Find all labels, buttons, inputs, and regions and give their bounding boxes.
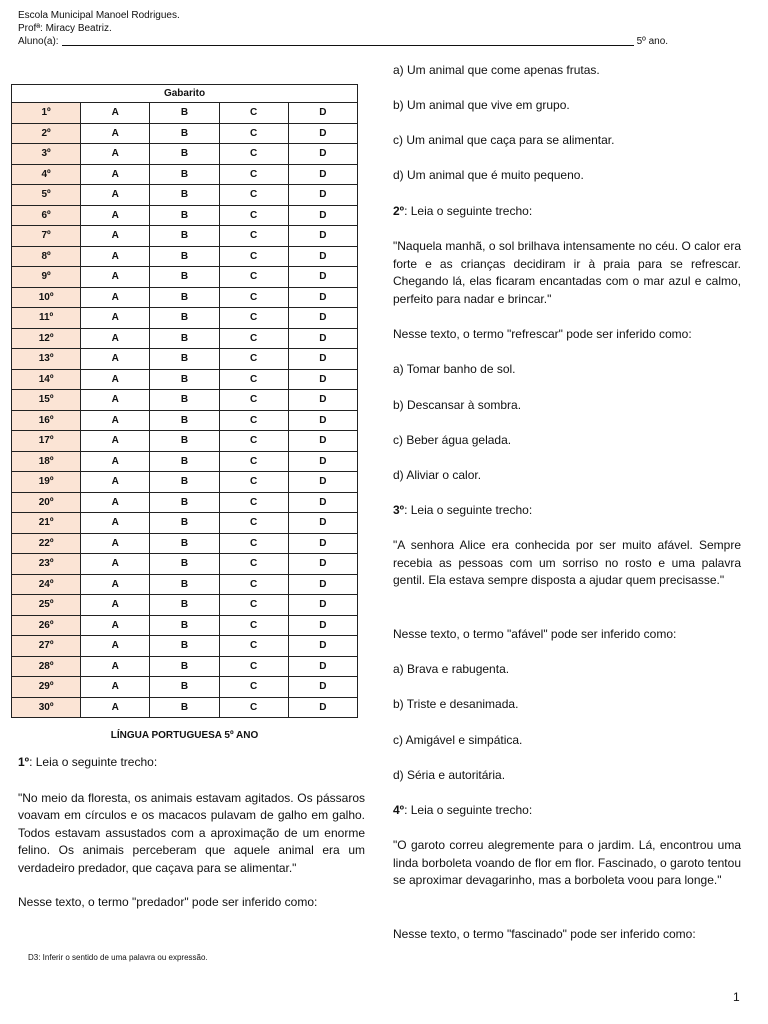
question-1-prompt: Nesse texto, o termo "predador" pode ser inferido como: bbox=[18, 895, 318, 909]
answer-option-b[interactable]: B bbox=[150, 226, 219, 247]
answer-option-b[interactable]: B bbox=[150, 123, 219, 144]
answer-option-c[interactable]: C bbox=[219, 492, 288, 513]
answer-option-a[interactable]: A bbox=[81, 431, 150, 452]
answer-option-a[interactable]: A bbox=[81, 226, 150, 247]
question-number-cell: 30º bbox=[12, 697, 81, 718]
answer-key-row bbox=[12, 656, 358, 677]
question-number-cell: 21º bbox=[12, 513, 81, 534]
answer-option-d[interactable]: D bbox=[288, 103, 357, 124]
question-number-cell: 25º bbox=[12, 595, 81, 616]
answer-option-a[interactable]: A bbox=[81, 636, 150, 657]
answer-option-c[interactable]: C bbox=[219, 246, 288, 267]
answer-option-b[interactable]: B bbox=[150, 185, 219, 206]
answer-option-a[interactable]: A bbox=[81, 595, 150, 616]
answer-option-c[interactable]: C bbox=[219, 390, 288, 411]
answer-option-b[interactable]: B bbox=[150, 246, 219, 267]
right-column bbox=[393, 0, 741, 1024]
answer-option-d[interactable]: D bbox=[288, 390, 357, 411]
answer-option-b[interactable]: B bbox=[150, 390, 219, 411]
question-3-option-a[interactable]: a) Brava e rabugenta. bbox=[393, 662, 510, 676]
answer-option-c[interactable]: C bbox=[219, 369, 288, 390]
question-number-cell: 6º bbox=[12, 205, 81, 226]
question-number-cell: 27º bbox=[12, 636, 81, 657]
answer-option-c[interactable]: C bbox=[219, 185, 288, 206]
question-1-option-a[interactable]: a) Um animal que come apenas frutas. bbox=[393, 63, 600, 77]
answer-option-d[interactable]: D bbox=[288, 615, 357, 636]
answer-key-row bbox=[12, 554, 358, 575]
answer-option-c[interactable]: C bbox=[219, 697, 288, 718]
answer-option-b[interactable]: B bbox=[150, 677, 219, 698]
answer-option-a[interactable]: A bbox=[81, 677, 150, 698]
grade-label: 5º ano. bbox=[636, 36, 669, 47]
question-number-cell: 10º bbox=[12, 287, 81, 308]
question-number-cell: 22º bbox=[12, 533, 81, 554]
answer-option-d[interactable]: D bbox=[288, 656, 357, 677]
answer-key-row bbox=[12, 246, 358, 267]
question-3-intro: 3º: Leia o seguinte trecho: bbox=[393, 503, 533, 517]
answer-option-a[interactable]: A bbox=[81, 533, 150, 554]
answer-option-a[interactable]: A bbox=[81, 103, 150, 124]
answer-key-row bbox=[12, 226, 358, 247]
question-number-cell: 4º bbox=[12, 164, 81, 185]
answer-option-d[interactable]: D bbox=[288, 574, 357, 595]
question-4-intro: 4º: Leia o seguinte trecho: bbox=[393, 803, 533, 817]
answer-key-row bbox=[12, 492, 358, 513]
answer-key-row bbox=[12, 205, 358, 226]
answer-option-a[interactable]: A bbox=[81, 164, 150, 185]
question-1-option-d[interactable]: d) Um animal que é muito pequeno. bbox=[393, 168, 584, 182]
question-number-cell: 24º bbox=[12, 574, 81, 595]
answer-option-d[interactable]: D bbox=[288, 472, 357, 493]
answer-key-row bbox=[12, 287, 358, 308]
answer-option-d[interactable]: D bbox=[288, 492, 357, 513]
answer-key-row bbox=[12, 369, 358, 390]
answer-option-c[interactable]: C bbox=[219, 349, 288, 370]
answer-option-c[interactable]: C bbox=[219, 226, 288, 247]
descriptor-note: D3: Inferir o sentido de uma palavra ou expressão. bbox=[28, 953, 208, 962]
question-number-cell: 1º bbox=[12, 103, 81, 124]
question-number-cell: 23º bbox=[12, 554, 81, 575]
question-number-cell: 2º bbox=[12, 123, 81, 144]
answer-option-c[interactable]: C bbox=[219, 615, 288, 636]
question-3-option-c[interactable]: c) Amigável e simpática. bbox=[393, 733, 523, 747]
question-number-cell: 12º bbox=[12, 328, 81, 349]
question-4-excerpt: "O garoto correu alegremente para o jardim. Lá, encontrou uma linda borboleta voando de flor em flor. Fascinado, o garoto tentou se aproximar devagarinho, mas a borboleta voou para longe." bbox=[393, 838, 741, 887]
answer-option-b[interactable]: B bbox=[150, 472, 219, 493]
answer-option-a[interactable]: A bbox=[81, 615, 150, 636]
question-3-excerpt: "A senhora Alice era conhecida por ser muito afável. Sempre recebia as pessoas com um sorriso no rosto e uma palavra gentil. Ela estava sempre disposta a ajudar quem precisasse." bbox=[393, 538, 741, 587]
answer-key-row bbox=[12, 431, 358, 452]
student-label: Aluno(a): bbox=[18, 36, 59, 47]
answer-key-row bbox=[12, 533, 358, 554]
answer-option-a[interactable]: A bbox=[81, 267, 150, 288]
answer-option-a[interactable]: A bbox=[81, 656, 150, 677]
question-number-cell: 14º bbox=[12, 369, 81, 390]
question-number-cell: 13º bbox=[12, 349, 81, 370]
answer-option-d[interactable]: D bbox=[288, 328, 357, 349]
answer-option-d[interactable]: D bbox=[288, 123, 357, 144]
answer-option-a[interactable]: A bbox=[81, 287, 150, 308]
answer-option-b[interactable]: B bbox=[150, 349, 219, 370]
question-2-option-a[interactable]: a) Tomar banho de sol. bbox=[393, 362, 516, 376]
answer-option-a[interactable]: A bbox=[81, 349, 150, 370]
answer-option-c[interactable]: C bbox=[219, 472, 288, 493]
answer-option-c[interactable]: C bbox=[219, 677, 288, 698]
answer-option-b[interactable]: B bbox=[150, 533, 219, 554]
answer-option-b[interactable]: B bbox=[150, 164, 219, 185]
answer-option-c[interactable]: C bbox=[219, 554, 288, 575]
question-number-cell: 19º bbox=[12, 472, 81, 493]
school-name: Escola Municipal Manoel Rodrigues. bbox=[18, 10, 180, 21]
answer-key-row bbox=[12, 103, 358, 124]
answer-key-row bbox=[12, 615, 358, 636]
answer-option-d[interactable]: D bbox=[288, 697, 357, 718]
answer-option-c[interactable]: C bbox=[219, 103, 288, 124]
answer-option-c[interactable]: C bbox=[219, 533, 288, 554]
answer-key-row bbox=[12, 636, 358, 657]
answer-option-a[interactable]: A bbox=[81, 308, 150, 329]
answer-option-d[interactable]: D bbox=[288, 287, 357, 308]
answer-option-d[interactable]: D bbox=[288, 226, 357, 247]
answer-key-title: Gabarito bbox=[12, 85, 358, 103]
question-2-excerpt: "Naquela manhã, o sol brilhava intensamente no céu. O calor era forte e as crianças decidiram ir à praia para se refrescar. Chegando lá, elas ficaram encantadas com o mar azul e calmo, perfeito para nadar e brincar." bbox=[393, 239, 741, 306]
question-2-option-d[interactable]: d) Aliviar o calor. bbox=[393, 468, 482, 482]
answer-option-a[interactable]: A bbox=[81, 554, 150, 575]
answer-key-row bbox=[12, 472, 358, 493]
answer-option-b[interactable]: B bbox=[150, 492, 219, 513]
answer-key-row bbox=[12, 390, 358, 411]
question-number-cell: 18º bbox=[12, 451, 81, 472]
answer-option-d[interactable]: D bbox=[288, 677, 357, 698]
answer-option-b[interactable]: B bbox=[150, 287, 219, 308]
answer-option-a[interactable]: A bbox=[81, 185, 150, 206]
answer-option-d[interactable]: D bbox=[288, 308, 357, 329]
answer-option-b[interactable]: B bbox=[150, 410, 219, 431]
answer-option-d[interactable]: D bbox=[288, 595, 357, 616]
answer-option-b[interactable]: B bbox=[150, 205, 219, 226]
question-number-cell: 17º bbox=[12, 431, 81, 452]
answer-option-d[interactable]: D bbox=[288, 513, 357, 534]
answer-option-b[interactable]: B bbox=[150, 451, 219, 472]
answer-option-b[interactable]: B bbox=[150, 328, 219, 349]
answer-key-table bbox=[11, 84, 358, 718]
answer-key-row bbox=[12, 164, 358, 185]
question-1-option-c[interactable]: c) Um animal que caça para se alimentar. bbox=[393, 133, 615, 147]
question-4-prompt: Nesse texto, o termo "fascinado" pode ser inferido como: bbox=[393, 927, 696, 941]
answer-option-c[interactable]: C bbox=[219, 656, 288, 677]
answer-option-c[interactable]: C bbox=[219, 328, 288, 349]
answer-option-a[interactable]: A bbox=[81, 328, 150, 349]
question-1-excerpt: "No meio da floresta, os animais estavam agitados. Os pássaros voavam em círculos e os macacos pulavam de galho em galho. Todos estavam assustados com a aproximação de um enorme felino. Os animais perceberam que aquele animal era um verdadeiro predador, que caçava para se alimentar." bbox=[18, 790, 365, 875]
answer-option-d[interactable]: D bbox=[288, 144, 357, 165]
answer-option-b[interactable]: B bbox=[150, 144, 219, 165]
answer-option-b[interactable]: B bbox=[150, 308, 219, 329]
answer-option-b[interactable]: B bbox=[150, 595, 219, 616]
answer-option-a[interactable]: A bbox=[81, 144, 150, 165]
answer-option-d[interactable]: D bbox=[288, 554, 357, 575]
answer-option-d[interactable]: D bbox=[288, 246, 357, 267]
answer-option-c[interactable]: C bbox=[219, 513, 288, 534]
question-number-cell: 9º bbox=[12, 267, 81, 288]
answer-option-a[interactable]: A bbox=[81, 451, 150, 472]
answer-option-a[interactable]: A bbox=[81, 246, 150, 267]
answer-option-d[interactable]: D bbox=[288, 636, 357, 657]
answer-option-b[interactable]: B bbox=[150, 574, 219, 595]
question-number-cell: 26º bbox=[12, 615, 81, 636]
answer-option-c[interactable]: C bbox=[219, 267, 288, 288]
question-1-intro: 1º: Leia o seguinte trecho: bbox=[18, 755, 158, 769]
question-number-cell: 28º bbox=[12, 656, 81, 677]
answer-option-b[interactable]: B bbox=[150, 103, 219, 124]
answer-key-row bbox=[12, 123, 358, 144]
answer-option-a[interactable]: A bbox=[81, 123, 150, 144]
answer-option-d[interactable]: D bbox=[288, 164, 357, 185]
question-number-cell: 20º bbox=[12, 492, 81, 513]
answer-key-row bbox=[12, 410, 358, 431]
question-number-cell: 5º bbox=[12, 185, 81, 206]
answer-key-row bbox=[12, 328, 358, 349]
answer-option-d[interactable]: D bbox=[288, 431, 357, 452]
question-3-option-b[interactable]: b) Triste e desanimada. bbox=[393, 697, 519, 711]
answer-option-b[interactable]: B bbox=[150, 554, 219, 575]
answer-option-c[interactable]: C bbox=[219, 164, 288, 185]
answer-option-c[interactable]: C bbox=[219, 205, 288, 226]
answer-option-b[interactable]: B bbox=[150, 513, 219, 534]
answer-key-row bbox=[12, 267, 358, 288]
answer-option-d[interactable]: D bbox=[288, 349, 357, 370]
answer-option-c[interactable]: C bbox=[219, 410, 288, 431]
question-2-prompt: Nesse texto, o termo "refrescar" pode ser inferido como: bbox=[393, 327, 692, 341]
question-number-cell: 15º bbox=[12, 390, 81, 411]
question-number-cell: 11º bbox=[12, 308, 81, 329]
question-2-option-b[interactable]: b) Descansar à sombra. bbox=[393, 398, 522, 412]
question-3-option-d[interactable]: d) Séria e autoritária. bbox=[393, 768, 506, 782]
answer-option-c[interactable]: C bbox=[219, 144, 288, 165]
answer-option-a[interactable]: A bbox=[81, 513, 150, 534]
answer-option-a[interactable]: A bbox=[81, 410, 150, 431]
question-number-cell: 29º bbox=[12, 677, 81, 698]
answer-option-c[interactable]: C bbox=[219, 636, 288, 657]
answer-option-d[interactable]: D bbox=[288, 267, 357, 288]
answer-option-b[interactable]: B bbox=[150, 369, 219, 390]
answer-option-c[interactable]: C bbox=[219, 431, 288, 452]
answer-option-c[interactable]: C bbox=[219, 574, 288, 595]
answer-option-a[interactable]: A bbox=[81, 492, 150, 513]
question-2-option-c[interactable]: c) Beber água gelada. bbox=[393, 433, 512, 447]
question-number-cell: 16º bbox=[12, 410, 81, 431]
answer-key-row bbox=[12, 185, 358, 206]
answer-option-a[interactable]: A bbox=[81, 574, 150, 595]
answer-key-row bbox=[12, 677, 358, 698]
answer-key-row bbox=[12, 308, 358, 329]
question-2-intro: 2º: Leia o seguinte trecho: bbox=[393, 204, 533, 218]
answer-option-d[interactable]: D bbox=[288, 410, 357, 431]
answer-option-d[interactable]: D bbox=[288, 185, 357, 206]
answer-option-c[interactable]: C bbox=[219, 123, 288, 144]
answer-option-c[interactable]: C bbox=[219, 287, 288, 308]
question-number-cell: 3º bbox=[12, 144, 81, 165]
question-number-cell: 8º bbox=[12, 246, 81, 267]
answer-option-b[interactable]: B bbox=[150, 267, 219, 288]
answer-option-a[interactable]: A bbox=[81, 390, 150, 411]
answer-option-d[interactable]: D bbox=[288, 205, 357, 226]
answer-key-row bbox=[12, 513, 358, 534]
answer-option-a[interactable]: A bbox=[81, 472, 150, 493]
answer-option-d[interactable]: D bbox=[288, 369, 357, 390]
answer-option-b[interactable]: B bbox=[150, 431, 219, 452]
page-number: 1 bbox=[733, 990, 740, 1004]
answer-option-c[interactable]: C bbox=[219, 595, 288, 616]
answer-option-a[interactable]: A bbox=[81, 205, 150, 226]
question-3-prompt: Nesse texto, o termo "afável" pode ser inferido como: bbox=[393, 627, 677, 641]
answer-option-a[interactable]: A bbox=[81, 697, 150, 718]
answer-option-a[interactable]: A bbox=[81, 369, 150, 390]
answer-key-row bbox=[12, 349, 358, 370]
question-number-cell: 7º bbox=[12, 226, 81, 247]
answer-option-d[interactable]: D bbox=[288, 533, 357, 554]
answer-option-c[interactable]: C bbox=[219, 451, 288, 472]
question-1-option-b[interactable]: b) Um animal que vive em grupo. bbox=[393, 98, 570, 112]
teacher-name: Profª: Miracy Beatriz. bbox=[18, 23, 112, 34]
answer-key-row bbox=[12, 574, 358, 595]
answer-key-row bbox=[12, 697, 358, 718]
section-title: LÍNGUA PORTUGUESA 5º ANO bbox=[110, 730, 259, 741]
answer-option-d[interactable]: D bbox=[288, 451, 357, 472]
answer-option-c[interactable]: C bbox=[219, 308, 288, 329]
answer-key-row bbox=[12, 144, 358, 165]
answer-key-row bbox=[12, 595, 358, 616]
answer-key-row bbox=[12, 451, 358, 472]
answer-option-b[interactable]: B bbox=[150, 656, 219, 677]
question-1-block bbox=[18, 754, 365, 912]
answer-option-b[interactable]: B bbox=[150, 636, 219, 657]
answer-option-b[interactable]: B bbox=[150, 615, 219, 636]
answer-option-b[interactable]: B bbox=[150, 697, 219, 718]
